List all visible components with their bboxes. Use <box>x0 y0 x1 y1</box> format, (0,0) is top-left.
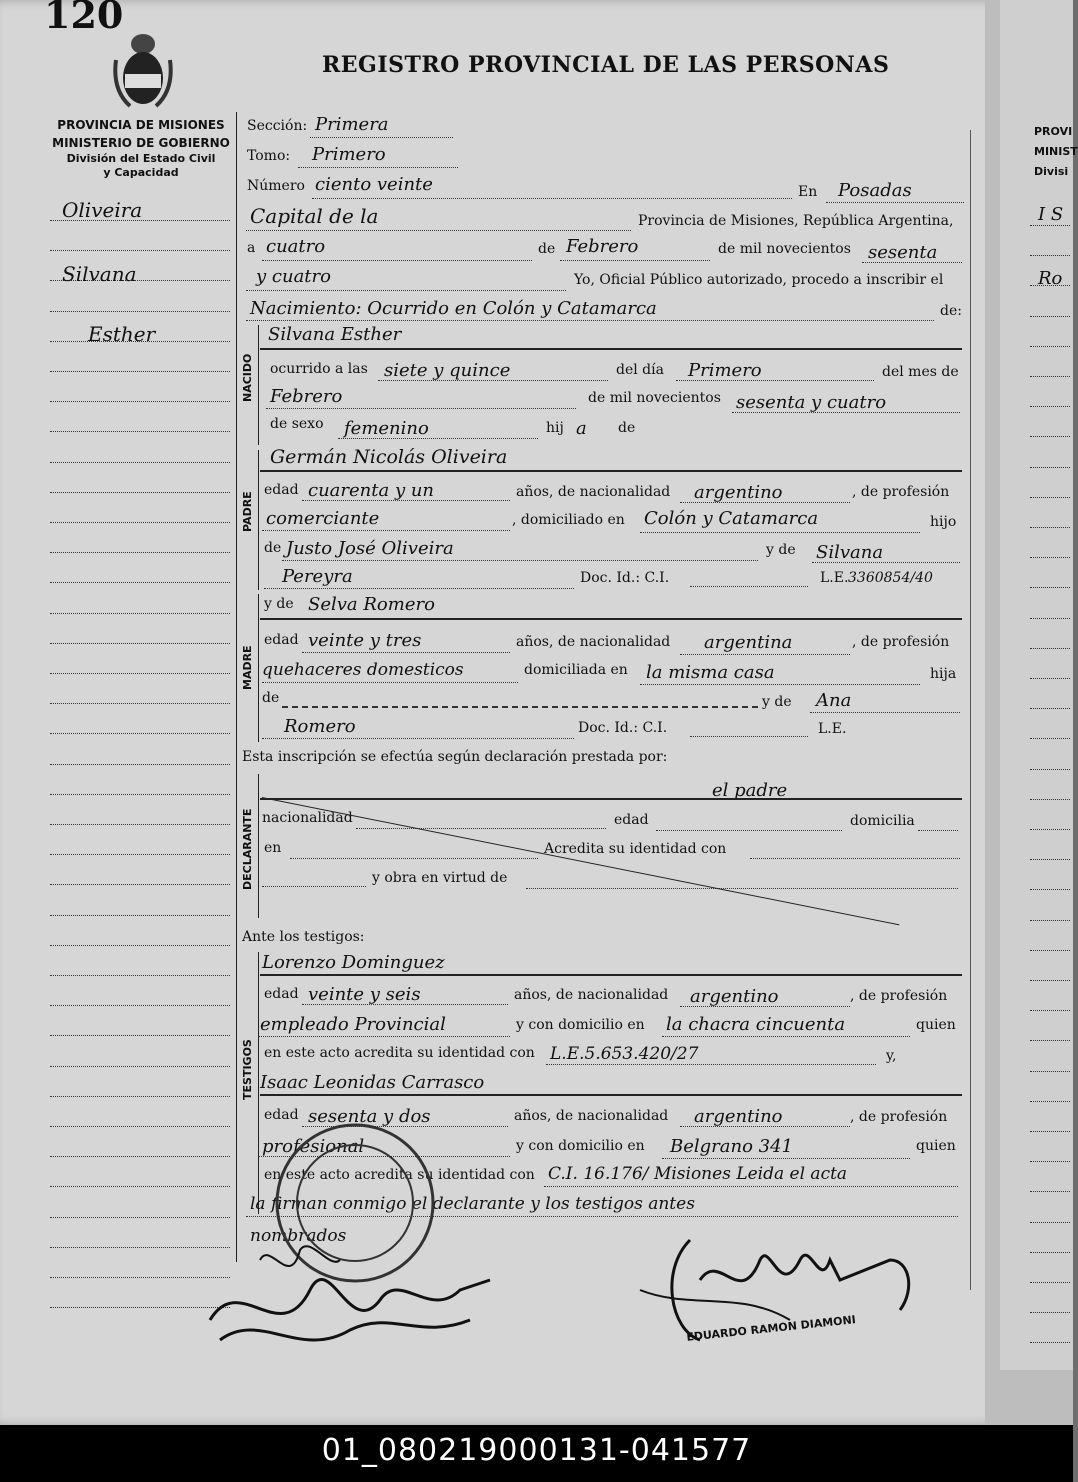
value-nacimiento: Nacimiento: Ocurrido en Colón y Catamarca <box>250 298 657 319</box>
rule <box>260 1094 962 1096</box>
right-rule-line <box>1030 889 1070 890</box>
right-rule-line <box>1030 285 1070 286</box>
right-rule-line <box>1030 1071 1070 1072</box>
right-rule-line <box>1030 527 1070 528</box>
value-seccion: Primera <box>315 114 389 135</box>
right-rule-line <box>1030 1222 1070 1223</box>
right-rule-line <box>1030 316 1070 317</box>
line <box>662 1158 910 1159</box>
rule <box>260 798 962 800</box>
label-hija: hija <box>930 666 957 682</box>
value-t1-nac: argentino <box>690 986 779 1007</box>
right-rule-line <box>1030 1131 1070 1132</box>
line <box>246 230 631 231</box>
right-rule-line <box>1030 376 1070 377</box>
document-title: REGISTRO PROVINCIAL DE LAS PERSONAS <box>322 52 890 78</box>
right-rule-line <box>1030 950 1070 951</box>
label-del-dia: del día <box>616 362 664 378</box>
right-rule-line <box>1030 1191 1070 1192</box>
division-line: División del Estado Civil <box>66 152 216 165</box>
value-nombre: Silvana Esther <box>268 324 402 345</box>
label-domiciliado: , domiciliado en <box>512 512 625 528</box>
margin-rule-line <box>50 1066 230 1067</box>
right-rule-line <box>1030 436 1070 437</box>
label-acredita-t1: en este acto acredita su identidad con <box>264 1045 535 1061</box>
margin-rule-line <box>50 764 230 765</box>
nacido-title: NACIDO <box>241 353 254 402</box>
value-t2-nac: argentino <box>694 1106 783 1127</box>
label-y-de-madre: y de <box>264 596 294 612</box>
rule <box>260 974 962 976</box>
right-rule-line <box>1030 920 1070 921</box>
value-t1-edad: veinte y seis <box>308 984 421 1005</box>
right-div: Divisi <box>1034 165 1069 178</box>
line <box>302 652 510 653</box>
label-esta-inscripcion: Esta inscripción se efectúa según declaración prestada por: <box>242 749 668 765</box>
line <box>560 260 710 261</box>
right-page-header <box>1034 122 1078 182</box>
label-de-profesion-t1: , de profesión <box>850 988 948 1004</box>
label-nacionalidad: nacionalidad <box>262 810 353 826</box>
line <box>338 438 538 439</box>
label-domiciliada: domiciliada en <box>524 662 628 678</box>
line <box>750 858 960 859</box>
margin-rule-line <box>50 643 230 644</box>
margin-second-name: Esther <box>88 322 156 346</box>
value-padre-dom: Colón y Catamarca <box>644 508 819 529</box>
line <box>918 830 958 831</box>
line <box>312 198 792 199</box>
line <box>262 886 366 887</box>
margin-rule-line <box>50 552 230 553</box>
value-padre-nac: argentino <box>694 482 783 503</box>
value-t2-edad: sesenta y dos <box>308 1106 431 1127</box>
line <box>676 380 874 381</box>
right-rule-line <box>1030 1010 1070 1011</box>
line <box>302 1004 508 1005</box>
value-madre-madre-2: Romero <box>284 716 356 737</box>
rule <box>260 348 962 350</box>
label-y-de: y de <box>766 542 796 558</box>
margin-rule-line <box>50 945 230 946</box>
value-padre-le: 3360854/40 <box>848 570 933 586</box>
value-padre-nombre: Germán Nicolás Oliveira <box>270 446 508 468</box>
line <box>378 380 608 381</box>
right-rule-line <box>1030 1252 1070 1253</box>
right-border <box>970 130 971 1290</box>
label-anos-nac-t2: años, de nacionalidad <box>514 1108 669 1124</box>
margin-surname: Oliveira <box>62 198 143 222</box>
margin-rule-line <box>50 371 230 372</box>
page-number: 120 <box>44 0 124 37</box>
label-le-madre: L.E. <box>818 721 847 737</box>
line <box>656 830 842 831</box>
footer-id: 01_080219000131-041577 <box>321 1433 752 1468</box>
value-padre-prof: comerciante <box>266 508 380 529</box>
ministry-line: MINISTERIO DE GOBIERNO <box>52 136 230 150</box>
label-de-profesion-t2: , de profesión <box>850 1109 948 1125</box>
line <box>862 262 962 263</box>
value-madre-prof: quehaceres domesticos <box>262 660 464 680</box>
value-t2-dom: Belgrano 341 <box>670 1136 794 1157</box>
coat-of-arms-icon <box>110 30 176 110</box>
line <box>356 828 606 829</box>
line <box>812 562 960 563</box>
right-min: MINIST <box>1034 145 1078 158</box>
line <box>282 706 758 708</box>
label-domicilia: domicilia <box>850 813 915 829</box>
line <box>264 588 574 589</box>
line <box>526 888 958 889</box>
line <box>662 1036 910 1037</box>
right-prov: PROVI <box>1034 125 1073 138</box>
margin-rule-line <box>50 1217 230 1218</box>
right-rule-line <box>1030 1312 1070 1313</box>
right-rule-line <box>1030 648 1070 649</box>
right-rule-line <box>1030 859 1070 860</box>
label-edad-t1: edad <box>264 986 299 1002</box>
value-numero: ciento veinte <box>315 174 433 195</box>
label-de-abuelo: de <box>264 540 282 556</box>
margin-rule-line <box>50 975 230 976</box>
margin-first-name: Silvana <box>62 262 137 286</box>
margin-rule-line <box>50 522 230 523</box>
label-anos-nac-madre: años, de nacionalidad <box>516 634 671 650</box>
label-y-obra: y obra en virtud de <box>372 870 508 886</box>
value-mes-nac: Febrero <box>270 386 343 407</box>
margin-rule-line <box>50 1005 230 1006</box>
label-ocurrido: ocurrido a las <box>270 361 368 377</box>
value-abuela: Silvana <box>816 542 884 563</box>
right-rule-line <box>1030 738 1070 739</box>
value-madre-edad: veinte y tres <box>308 630 422 651</box>
margin-rule-line <box>50 431 230 432</box>
line <box>262 738 574 739</box>
label-hijo: hijo <box>930 514 957 530</box>
margin-rule-line <box>50 884 230 885</box>
right-rule-line <box>1030 708 1070 709</box>
right-rule-line <box>1030 497 1070 498</box>
label-y-comma: y, <box>886 1048 897 1064</box>
value-cierre-1: la firman conmigo el declarante y los testigos antes <box>250 1194 695 1214</box>
value-padre-edad: cuarenta y un <box>308 480 435 501</box>
line <box>246 290 566 291</box>
value-testigo-1: Lorenzo Dominguez <box>262 952 445 973</box>
value-hora: siete y quince <box>384 360 511 381</box>
line <box>810 712 960 713</box>
value-mes: Febrero <box>566 236 639 257</box>
line <box>640 532 920 533</box>
value-tomo: Primero <box>312 144 386 165</box>
right-rule-line <box>1030 618 1070 619</box>
margin-rule-line <box>50 1186 230 1187</box>
label-del-mes: del mes de <box>882 364 959 380</box>
line <box>246 320 934 321</box>
right-rule-line <box>1030 799 1070 800</box>
label-mil-novecientos: de mil novecientos <box>718 241 851 257</box>
province-header <box>46 116 236 180</box>
value-testigo-2: Isaac Leonidas Carrasco <box>260 1072 485 1093</box>
label-anos-nac: años, de nacionalidad <box>516 484 671 500</box>
right-rule-line <box>1030 1282 1070 1283</box>
line <box>732 412 960 413</box>
margin-rule-line <box>50 1096 230 1097</box>
line <box>310 137 453 138</box>
right-rule-line <box>1030 467 1070 468</box>
right-rule-line <box>1030 678 1070 679</box>
right-hw-1: I S <box>1038 204 1064 225</box>
label-yo-oficial: Yo, Oficial Público autorizado, procedo a inscribir el <box>574 272 944 288</box>
line <box>298 167 458 168</box>
margin-rule-line <box>50 824 230 825</box>
rule <box>260 618 962 620</box>
line <box>258 1036 510 1037</box>
value-t2-prof: profesional <box>262 1136 365 1157</box>
right-rule-line <box>1030 225 1070 226</box>
margin-rule-line <box>50 311 230 312</box>
label-ante-testigos: Ante los testigos: <box>242 929 365 945</box>
value-t1-dom: la chacra cincuenta <box>666 1014 846 1035</box>
signature-testigos-icon <box>200 1230 500 1360</box>
margin-rule-line <box>50 582 230 583</box>
madre-title: MADRE <box>241 645 254 690</box>
right-rule-line <box>1030 1161 1070 1162</box>
label-mil-nov2: de mil novecientos <box>588 390 721 406</box>
line <box>262 260 532 261</box>
margin-rule-line <box>50 1156 230 1157</box>
line <box>680 1126 850 1127</box>
margin-rule-line <box>50 673 230 674</box>
value-sexo: femenino <box>344 418 429 439</box>
margin-rule-line <box>50 854 230 855</box>
right-rule-line <box>1030 769 1070 770</box>
line <box>544 1186 958 1187</box>
margin-rule-line <box>50 613 230 614</box>
value-abuelo: Justo José Oliveira <box>286 538 454 559</box>
line <box>262 682 518 683</box>
right-rule-line <box>1030 346 1070 347</box>
margin-rule-line <box>50 401 230 402</box>
label-le: L.E. <box>820 570 849 586</box>
label-tomo: Tomo: <box>247 148 291 164</box>
line <box>282 560 758 561</box>
right-rule-line <box>1030 557 1070 558</box>
line <box>302 500 510 501</box>
line <box>690 586 808 587</box>
official-stamp-text: EDUARDO RAMON DIAMONI <box>685 1313 857 1344</box>
label-anos-nac-t1: años, de nacionalidad <box>514 987 669 1003</box>
label-edad-t2: edad <box>264 1107 299 1123</box>
right-rule-line <box>1030 1040 1070 1041</box>
line <box>640 684 920 685</box>
value-t2-doc: C.I. 16.176/ Misiones Leida el acta <box>548 1164 848 1184</box>
label-en-dec: en <box>264 840 282 856</box>
label-acredita: Acredita su identidad con <box>544 841 727 857</box>
label-de: de <box>538 241 556 257</box>
margin-rule-line <box>50 794 230 795</box>
label-en: En <box>798 184 818 200</box>
right-hw-2: Ro <box>1038 268 1063 289</box>
line <box>546 1064 876 1065</box>
rule <box>260 470 962 472</box>
margin-rule-line <box>50 703 230 704</box>
right-rule-line <box>1030 406 1070 407</box>
label-sexo-de: de <box>618 420 636 436</box>
label-edad-padre: edad <box>264 482 299 498</box>
value-cierre-2: nombrados <box>250 1226 347 1246</box>
value-anio-1: sesenta <box>868 242 938 263</box>
value-dia: cuatro <box>266 236 326 257</box>
right-rule-line <box>1030 587 1070 588</box>
right-rule-line <box>1030 980 1070 981</box>
label-edad-dec: edad <box>614 812 649 828</box>
label-de-profesion: , de profesión <box>852 484 950 500</box>
margin-rule-line <box>50 1126 230 1127</box>
value-anio-2: y cuatro <box>256 266 331 287</box>
right-rule-line <box>1030 1101 1070 1102</box>
label-doc-id: Doc. Id.: C.I. <box>580 570 670 586</box>
margin-rule-line <box>50 250 230 251</box>
line <box>826 202 964 203</box>
margin-rule-line <box>50 1035 230 1036</box>
label-sexo: de sexo <box>270 416 324 432</box>
value-abuela-2: Pereyra <box>282 566 353 587</box>
value-dia-nac: Primero <box>688 360 762 381</box>
right-rule-line <box>1030 829 1070 830</box>
line <box>680 1006 850 1007</box>
right-rule-line <box>1030 1342 1070 1343</box>
line <box>266 408 576 409</box>
line <box>680 502 850 503</box>
value-t1-prof: empleado Provincial <box>260 1014 446 1035</box>
value-anio-nac: sesenta y cuatro <box>736 392 887 413</box>
value-declarante: el padre <box>712 780 788 801</box>
label-de-colon: de: <box>940 303 962 319</box>
value-madre-nac: argentina <box>704 632 793 653</box>
value-capital: Capital de la <box>250 204 379 228</box>
label-a: a <box>247 240 256 256</box>
label-acredita-t2: en este acto acredita su identidad con <box>264 1167 535 1183</box>
label-provincia: Provincia de Misiones, República Argentina, <box>638 213 954 229</box>
label-hij: hij <box>546 420 564 436</box>
margin-rule-line <box>50 733 230 734</box>
label-edad-madre: edad <box>264 632 299 648</box>
value-t1-doc: L.E.5.653.420/27 <box>550 1044 699 1064</box>
label-de-profesion-madre: , de profesión <box>852 634 950 650</box>
capacity-line: y Capacidad <box>103 166 179 179</box>
label-quien-t1: quien <box>916 1017 956 1033</box>
margin-rule-line <box>50 915 230 916</box>
label-numero: Número <box>247 178 305 194</box>
line <box>680 654 850 655</box>
label-de-madre-padre: de <box>262 690 280 706</box>
province-line: PROVINCIA DE MISIONES <box>57 118 225 132</box>
line <box>262 530 510 531</box>
declarante-title: DECLARANTE <box>241 808 254 890</box>
line <box>690 736 808 737</box>
label-doc-id-madre: Doc. Id.: C.I. <box>578 720 668 736</box>
label-y-con-domicilio-t2: y con domicilio en <box>516 1138 645 1154</box>
testigos-title: TESTIGOS <box>241 1039 254 1100</box>
label-seccion: Sección: <box>247 118 308 134</box>
line <box>290 858 538 859</box>
right-rule-line <box>1030 255 1070 256</box>
value-en: Posadas <box>838 180 912 201</box>
label-y-con-domicilio-t1: y con domicilio en <box>516 1017 645 1033</box>
value-madre-dom: la misma casa <box>646 662 775 683</box>
margin-rule-line <box>50 462 230 463</box>
value-madre-madre: Ana <box>816 690 852 711</box>
value-hij-suffix: a <box>576 418 587 439</box>
label-y-de-2: y de <box>762 694 792 710</box>
value-madre-nombre: Selva Romero <box>308 594 435 615</box>
padre-title: PADRE <box>241 491 254 532</box>
label-quien-t2: quien <box>916 1138 956 1154</box>
margin-rule-line <box>50 492 230 493</box>
